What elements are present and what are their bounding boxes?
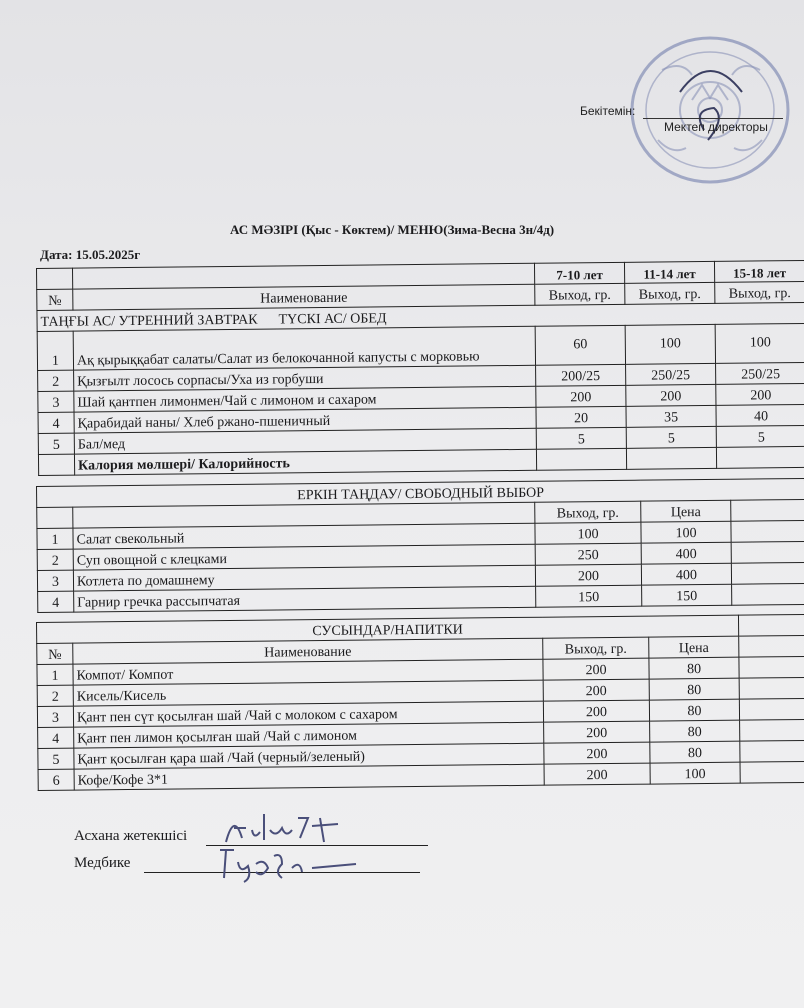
yield-header-1: Выход, гр.	[535, 283, 625, 305]
table-row: 6 Кофе/Кофе 3*1 200 100	[38, 761, 804, 790]
drinks-price-header: Цена	[649, 636, 739, 658]
table-row: 5 Қант қосылған қара шай /Чай (черный/зеленый) 200 80	[38, 740, 804, 769]
drink-name: Қант пен лимон қосылған шай /Чай с лимоном	[74, 722, 544, 748]
approval-label: Бекітемін:	[580, 104, 636, 118]
table-row: 5 Бал/мед 5 5 5	[38, 425, 804, 454]
nurse-handwritten-signature	[216, 838, 366, 884]
dish-name: Гарнир гречка рассыпчатая	[74, 586, 536, 612]
director-role: Мектеп директоры	[664, 120, 768, 134]
free-price-header: Цена	[641, 500, 731, 522]
name-header: Наименование	[73, 284, 535, 310]
table-row: 1 Компот/ Компот 200 80	[37, 656, 804, 685]
yield-header-3: Выход, гр.	[715, 281, 804, 303]
dish-name: Бал/мед	[74, 428, 536, 454]
dish-name: Суп овощной с клецками	[73, 544, 535, 570]
drink-name: Қант қосылған қара шай /Чай (черный/зеленый)	[74, 743, 544, 769]
meal-headers: ТАҢҒЫ АС/ УТРЕННИЙ ЗАВТРАК ТҮСКІ АС/ ОБЕД	[37, 302, 804, 331]
table-row: 2 Суп овощной с клецками 250 400	[37, 541, 804, 570]
table-row: 2 Кисель/Кисель 200 80	[37, 677, 804, 706]
main-menu-table	[36, 260, 804, 476]
school-seal-stamp	[622, 30, 798, 190]
cook-label: Асхана жетекшісі	[74, 828, 188, 844]
dish-name: Ақ қырыққабат салаты/Салат из белокочанной капусты с морковью	[73, 326, 535, 370]
approval-signature-line	[643, 118, 783, 119]
free-choice-title: ЕРКІН ТАҢДАУ/ СВОБОДНЫЙ ВЫБОР	[37, 478, 804, 507]
drinks-name-header: Наименование	[73, 638, 543, 664]
yield-header-2: Выход, гр.	[625, 282, 715, 304]
age-group-2: 11-14 лет	[624, 261, 714, 283]
no-header: №	[37, 289, 73, 310]
age-group-1: 7-10 лет	[534, 262, 624, 284]
table-row: 4 Қант пен лимон қосылған шай /Чай с лимоном 200 80	[38, 719, 804, 748]
table-row: 3 Қант пен сүт қосылған шай /Чай с молоком с сахаром 200 80	[37, 698, 804, 727]
dish-name: Котлета по домашнему	[73, 565, 535, 591]
menu-title: АС МӘЗІРІ (Қыс - Көктем)/ МЕНЮ(Зима-Весна 3н/4д)	[230, 222, 555, 237]
table-row: 1 Ақ қырыққабат салаты/Салат из белокочанной капусты с морковью 60 100 100	[37, 323, 804, 370]
drink-name: Қант пен сүт қосылған шай /Чай с молоком с сахаром	[73, 701, 543, 727]
age-group-3: 15-18 лет	[714, 260, 804, 282]
drinks-no-header: №	[37, 643, 73, 664]
dish-name: Шай қантпен лимонмен/Чай с лимоном и сахаром	[74, 386, 536, 412]
dish-name: Қарабидай наны/ Хлеб ржано-пшеничный	[74, 407, 536, 433]
table-row: 2 Қызғылт лосось сорпасы/Уха из горбуши 200/25 250/25 250/25	[38, 362, 804, 391]
calorie-label: Калория мөлшері/ Калорийность	[74, 449, 536, 475]
drink-name: Компот/ Компот	[73, 659, 543, 685]
drink-name: Кисель/Кисель	[73, 680, 543, 706]
menu-date: Дата: 15.05.2025г	[40, 247, 141, 262]
nurse-label: Медбике	[74, 855, 131, 871]
table-row: 4 Гарнир гречка рассыпчатая 150 150	[38, 583, 804, 612]
table-row: 3 Котлета по домашнему 200 400	[37, 562, 804, 591]
drinks-yield-header: Выход, гр.	[543, 637, 649, 659]
drinks-title: СУСЫНДАР/НАПИТКИ	[37, 615, 739, 643]
table-row: 4 Қарабидай наны/ Хлеб ржано-пшеничный 20 35 40	[38, 404, 804, 433]
table-row: 3 Шай қантпен лимонмен/Чай с лимоном и сахаром 200 200 200	[38, 383, 804, 412]
free-choice-table	[36, 478, 804, 613]
dish-name: Қызғылт лосось сорпасы/Уха из горбуши	[74, 365, 536, 391]
drink-name: Кофе/Кофе 3*1	[74, 764, 544, 790]
table-row: 1 Салат свекольный 100 100	[37, 520, 804, 549]
free-yield-header: Выход, гр.	[535, 501, 641, 523]
drinks-table	[36, 614, 804, 791]
dish-name: Салат свекольный	[73, 523, 535, 549]
